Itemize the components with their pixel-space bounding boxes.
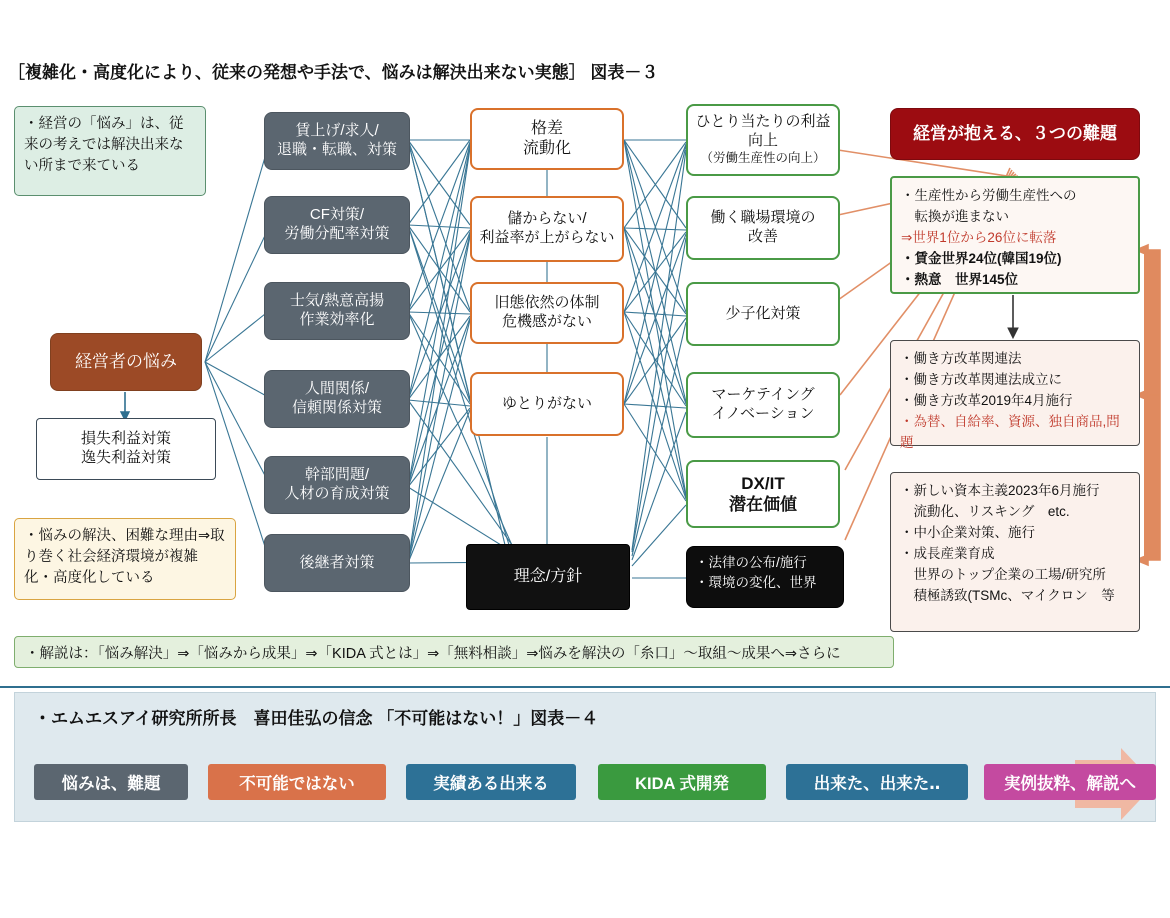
node-col1-5[interactable] xyxy=(264,456,410,514)
note-bottom-left: ・悩みの解決、困難な理由⇒取り巻く社会経済環境が複雑化・高度化している xyxy=(14,518,236,600)
kaisetsu-text: ・解説は：「悩み解決」⇒「悩みから成果」⇒「KIDA 式とは」⇒「無料相談」⇒悩みを解決の「糸口」～取組～成果へ⇒さらに xyxy=(25,645,841,662)
panel-productivity xyxy=(890,176,1140,294)
node-col3-3[interactable]: 少子化対策 xyxy=(686,282,840,346)
node-col3-5-line1: DX/IT xyxy=(741,473,785,493)
node-col1-4-line1: 人間関係/ xyxy=(304,380,370,398)
node-col3-4[interactable] xyxy=(686,372,840,438)
node-col3-2-line2: 改善 xyxy=(747,228,778,245)
node-col1-4[interactable] xyxy=(264,370,410,428)
node-loss-profit-line1: 損失利益対策 xyxy=(80,430,171,448)
node-col1-2-line2: 労働分配率対策 xyxy=(284,225,390,242)
panel3-line-5: 世界のトップ企業の工場/研究所 xyxy=(900,566,1106,582)
node-col1-2-line1: CF対策/ xyxy=(309,206,365,224)
node-manager-worry[interactable]: 経営者の悩み xyxy=(50,333,202,391)
node-col3-4-line1: マーケテイング xyxy=(711,386,815,404)
kaisetsu-banner xyxy=(14,636,894,668)
node-three-problems[interactable]: 経営が抱える、３つの難題 xyxy=(890,108,1140,160)
node-col1-3[interactable] xyxy=(264,282,410,340)
note-top-left: ・経営の「悩み」は、従来の考えでは解決出来ない所まで来ている xyxy=(14,106,206,196)
belief-title: ・エムエスアイ研究所所長 喜田佳弘の信念 「不可能はない！」図表－４ xyxy=(34,709,599,728)
node-col1-6[interactable]: 後継者対策 xyxy=(264,534,410,592)
node-col1-2[interactable] xyxy=(264,196,410,254)
panel3-line-3: ・中小企業対策、施行 xyxy=(900,524,1035,540)
chip-5[interactable]: 出来た、出来た‥ xyxy=(786,764,968,800)
node-loss-profit[interactable] xyxy=(36,418,216,480)
node-col1-3-line2: 作業効率化 xyxy=(299,311,375,328)
chip-1[interactable]: 悩みは、難題 xyxy=(34,764,188,800)
node-col1-1[interactable] xyxy=(264,112,410,170)
panel2-line-2: ・働き方改革関連法成立に xyxy=(900,371,1062,387)
node-col3-2[interactable] xyxy=(686,196,840,260)
panel1-line-1: ・生産性から労働生産性への xyxy=(901,188,1077,203)
panel3-line-4: ・成長産業育成 xyxy=(900,545,995,561)
panel3-line-1: ・新しい資本主義2023年6月施行 xyxy=(900,483,1100,498)
node-law-environment[interactable] xyxy=(686,546,844,608)
chip-4[interactable]: KIDA 式開発 xyxy=(598,764,766,800)
node-col3-1[interactable] xyxy=(686,104,840,176)
node-loss-profit-line2: 逸失利益対策 xyxy=(80,449,171,466)
chip-6[interactable]: 実例抜粋、解説へ xyxy=(984,764,1156,800)
node-col2-1[interactable] xyxy=(470,108,624,170)
chip-3[interactable]: 実績ある出来る xyxy=(406,764,576,800)
node-col1-1-line1: 賃上げ/求人/ xyxy=(295,122,379,140)
node-col3-5[interactable] xyxy=(686,460,840,528)
law-line-1: ・法律の公布/施行 xyxy=(695,555,807,570)
node-col2-3-line2: 危機感がない xyxy=(501,313,592,330)
node-col3-1-line2: 向上 xyxy=(747,132,778,150)
node-col3-4-line2: イノベーション xyxy=(711,405,815,422)
section-divider xyxy=(0,686,1170,688)
node-col1-1-line2: 退職・転職、対策 xyxy=(276,141,397,158)
panel1-line-3: ⇒世界1位から26位に転落 xyxy=(901,229,1057,245)
panel1-line-2: 転換が進まない xyxy=(901,208,1009,224)
node-col3-2-line1: 働く職場環境の xyxy=(710,209,816,227)
panel2-line-1: ・働き方改革関連法 xyxy=(900,351,1022,366)
node-col2-2[interactable] xyxy=(470,196,624,262)
node-col2-3-line1: 旧態依然の体制 xyxy=(494,294,600,312)
panel3-line-6: 積極誘致(TSMc、マイクロン 等 xyxy=(900,587,1115,603)
panel3-line-2: 流動化、リスキング etc. xyxy=(900,503,1070,519)
panel1-line-4: ・賃金世界24位(韓国19位) xyxy=(901,250,1062,266)
node-col3-1-line3: （労働生産性の向上） xyxy=(700,150,826,165)
node-col2-1-line1: 格差 xyxy=(530,120,563,137)
chip-2[interactable]: 不可能ではない xyxy=(208,764,386,800)
node-col2-1-line2: 流動化 xyxy=(522,140,571,157)
node-col3-1-line1: ひとり当たりの利益 xyxy=(695,113,831,131)
node-col2-2-line1: 儲からない/ xyxy=(507,210,587,228)
node-col2-3[interactable] xyxy=(470,282,624,344)
law-line-2: ・環境の変化、世界 xyxy=(695,574,817,590)
node-col2-4[interactable]: ゆとりがない xyxy=(470,372,624,436)
panel-new-capitalism xyxy=(890,472,1140,632)
panel2-line-3: ・働き方改革2019年4月施行 xyxy=(900,392,1073,408)
node-col1-5-line1: 幹部問題/ xyxy=(304,466,370,484)
node-col1-3-line1: 士気/熱意高揚 xyxy=(289,292,385,310)
panel-workstyle-reform xyxy=(890,340,1140,450)
panel1-line-5: ・熱意 世界145位 xyxy=(901,271,1019,287)
panel2-line-4: ・為替、自給率、資源、独自商品,問題 xyxy=(900,413,1120,450)
node-col2-2-line2: 利益率が上がらない xyxy=(479,229,615,246)
page-title: ［複雑化・高度化により、従来の発想や手法で、悩みは解決出来ない実態］ 図表－３ xyxy=(8,63,659,82)
node-col3-5-line2: 潜在価値 xyxy=(729,495,797,514)
node-rinen[interactable]: 理念/方針 xyxy=(466,544,630,610)
node-col1-5-line2: 人材の育成対策 xyxy=(284,485,390,502)
node-col1-4-line2: 信頼関係対策 xyxy=(291,399,382,416)
